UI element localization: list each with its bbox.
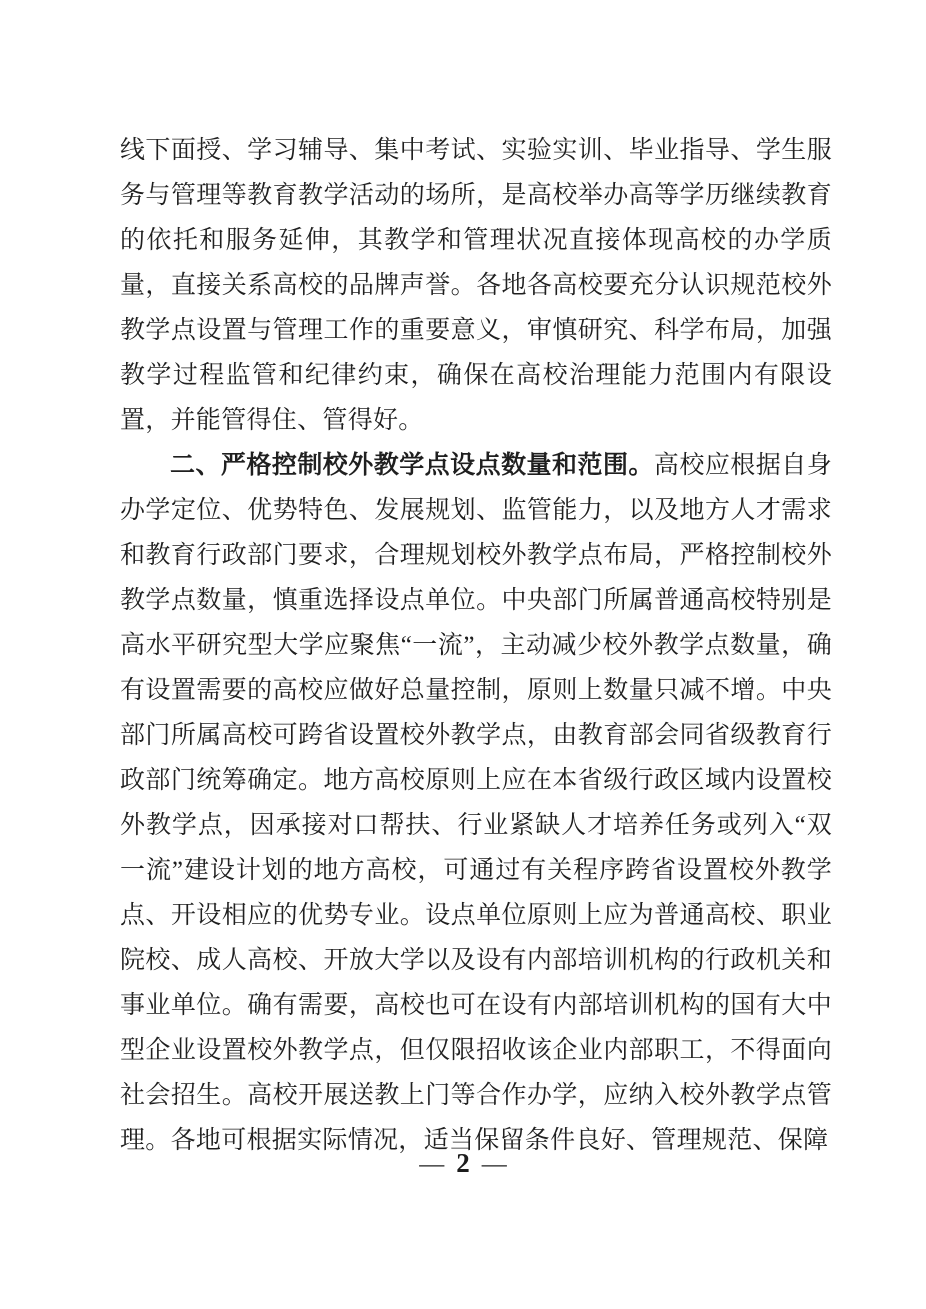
text-run: 线下面授、学习辅导、集中考试、实验实训、毕业指导、学生服务与管理等教育教学活动的场所，是高校举办高等学历继续教育的依托和服务延伸，其教学和管理状况直接体现高校的办学质量，直接关系高校的品牌声誉。各地各高校要充分认识规范校外教学点设置与管理工作的重要意义，审慎研究、科学布局，加强教学过程监管和纪律约束，确保在高校治理能力范围内有限设置，并能管得住、管得好。 (120, 137, 832, 434)
page-footer (0, 1143, 926, 1185)
paragraph (120, 443, 832, 1163)
text-run: 高校应根据自身办学定位、优势特色、发展规划、监管能力，以及地方人才需求和教育行政部门要求，合理规划校外教学点布局，严格控制校外教学点数量，慎重选择设点单位。中央部门所属普通高校特别是高水平研究型大学应聚焦“一流”，主动减少校外教学点数量，确有设置需要的高校应做好总量控制，原则上数量只减不增。中央部门所属高校可跨省设置校外教学点，由教育部会同省级教育行政部门统筹确定。地方高校原则上应在本省级行政区域内设置校外教学点，因承接对口帮扶、行业紧缺人才培养任务或列入“双一流”建设计划的地方高校，可通过有关程序跨省设置校外教学点、开设相应的优势专业。设点单位原则上应为普通高校、职业院校、成人高校、开放大学以及设有内部培训机构的行政机关和事业单位。确有需要，高校也可在设有内部培训机构的国有大中型企业设置校外教学点，但仅限招收该企业内部职工，不得面向社会招生。高校开展送教上门等合作办学，应纳入校外教学点管理。各地可根据实际情况，适当保留条件良好、管理规范、保障 (120, 452, 832, 1154)
page-number: 2 (456, 1148, 470, 1178)
page-number-right-dash: — (481, 1151, 507, 1178)
heading-run: 二、严格控制校外教学点设点数量和范围。 (170, 451, 654, 479)
document-body (120, 128, 832, 1163)
page-number-left-dash: — (419, 1151, 445, 1178)
paragraph (120, 128, 832, 443)
